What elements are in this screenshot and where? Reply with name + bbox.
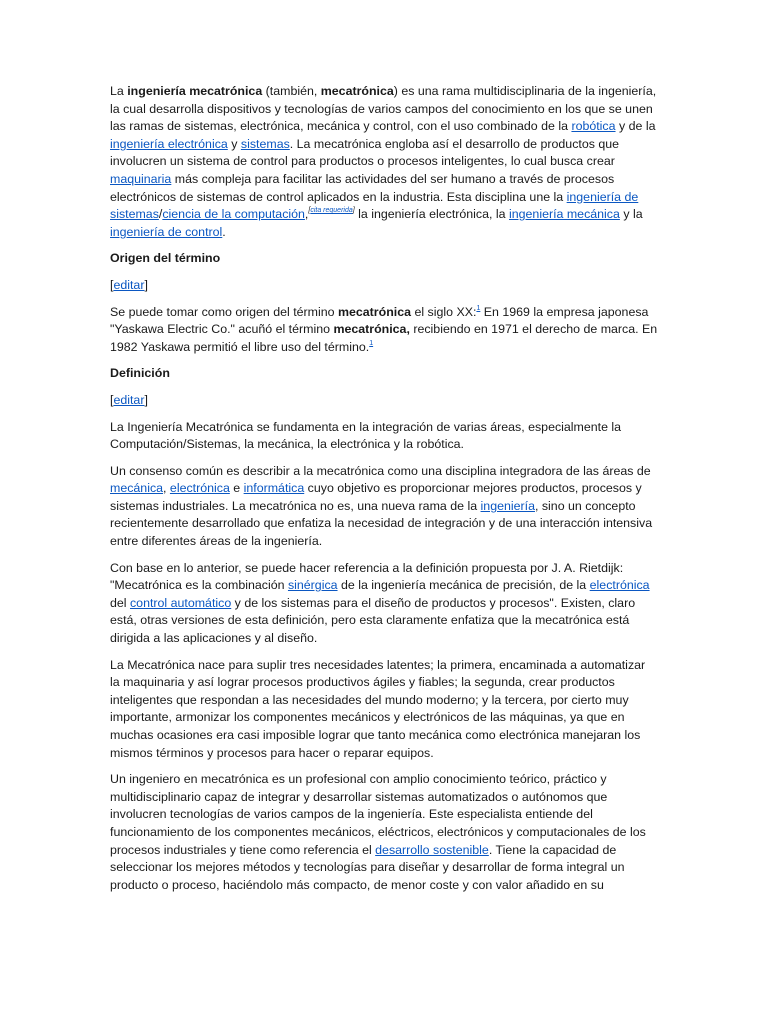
definicion-paragraph-5	[110, 771, 658, 894]
link-cita-requerida[interactable]: cita requerida	[310, 207, 353, 215]
link-informatica[interactable]: informática	[243, 481, 305, 496]
text: La	[110, 84, 128, 98]
text: (también,	[262, 84, 321, 98]
link-ingenieria-de-sistemas[interactable]: ingeniería de sistemas	[110, 189, 639, 222]
link-desarrollo-sostenible[interactable]: desarrollo sostenible	[375, 842, 489, 857]
text: ,	[163, 481, 170, 496]
text: , sino un concepto recientemente desarrollado que enfatiza la necesidad de integración y de una interacción intensiva entre diferentes áreas de la ingeniería.	[110, 498, 653, 549]
definicion-paragraph-4: La Mecatrónica nace para suplir tres necesidades latentes; la primera, encaminada a automatizar la maquinaria y así lograr procesos productivos ágiles y fiables; la segunda, crear productos inteligentes que respondan a las necesidades del mundo moderno; y la tercera, por cierto muy importante, armonizar los componentes mecánicos y electrónicos de las máquinas, ya que en muchas ocasiones era casi imposible lograr que tanto mecánica como electrónica manejaran los mismos términos y procesos para hacer o reparar equipos.	[110, 657, 646, 760]
text: de la ingeniería mecánica de precisión, de la	[337, 578, 590, 593]
bracket: ]	[144, 392, 148, 407]
text: En 1969 la empresa japonesa "Yaskawa Electric Co." acuñó el término	[110, 304, 649, 337]
text: y de la	[615, 119, 656, 134]
link-sistemas[interactable]: sistemas	[240, 136, 290, 151]
bold-term: mecatrónica,	[333, 322, 410, 337]
text: el siglo XX:	[411, 304, 477, 319]
section-heading-definicion: Definición	[110, 366, 170, 381]
text: la ingeniería electrónica, la	[354, 207, 509, 222]
reference-link[interactable]: 1	[369, 339, 374, 347]
section-heading-origen: Origen del término	[110, 251, 221, 266]
edit-section-origen	[110, 277, 658, 295]
link-ingenieria-electronica[interactable]: ingeniería electrónica	[110, 136, 228, 151]
text: recibiendo en 1971 el derecho de marca. En 1982 Yaskawa permitió el libre uso del término.	[110, 322, 658, 354]
bracket: ]	[144, 277, 148, 292]
edit-link-definicion[interactable]: editar	[113, 392, 145, 407]
text: . La mecatrónica engloba así el desarrollo de productos que involucren un sistema de control para productos o procesos inteligentes, lo cual busca crear	[110, 136, 620, 169]
text: ,	[304, 207, 309, 222]
bracket: [	[308, 207, 311, 215]
text: del	[110, 595, 130, 610]
text: Con base en lo anterior, se puede hacer referencia a la definición propuesta por J. A. Rietdijk: "Mecatrónica es la combinación	[110, 560, 624, 593]
text: Se puede tomar como origen del término	[110, 304, 338, 319]
bracket: ]	[352, 207, 355, 215]
text: más compleja para facilitar las actividades del ser humano a través de procesos electrónicos de sistemas de control aplicados en la industria. Esta disciplina une la	[110, 171, 615, 204]
link-ingenieria[interactable]: ingeniería	[480, 498, 535, 513]
link-robotica[interactable]: robótica	[571, 119, 616, 134]
text: ) es una rama multidisciplinaria de la ingeniería, la cual desarrolla dispositivos y tecnologías de varios campos del conocimiento en los que se unen las ramas de sistemas, electrónica, mecánica y control, con el uso combinado de la	[110, 84, 657, 134]
bracket: [	[110, 392, 114, 407]
edit-section-definicion	[110, 392, 658, 410]
link-ciencia-de-la-computacion[interactable]: ciencia de la computación	[162, 207, 305, 222]
bold-term: ingeniería mecatrónica	[127, 84, 263, 98]
intro-paragraph	[110, 83, 658, 241]
bold-term: mecatrónica	[337, 304, 411, 319]
definicion-paragraph-3	[110, 560, 658, 648]
link-maquinaria[interactable]: maquinaria	[110, 171, 172, 186]
link-sinergica[interactable]: sinérgica	[287, 578, 338, 593]
text: cuyo objetivo es proporcionar mejores productos, procesos y sistemas industriales. La mecatrónica no es, una nueva rama de la	[110, 481, 642, 513]
text: e	[229, 481, 244, 496]
link-control-automatico[interactable]: control automático	[129, 595, 232, 610]
link-electronica[interactable]: electrónica	[169, 481, 230, 496]
text: y la	[619, 207, 643, 222]
link-mecanica[interactable]: mecánica	[110, 481, 164, 496]
link-ingenieria-de-control[interactable]: ingeniería de control	[110, 224, 223, 239]
text: Un consenso común es describir a la mecatrónica como una disciplina integradora de las áreas de	[110, 463, 651, 478]
text: y	[227, 136, 241, 151]
bracket: [	[110, 277, 114, 292]
reference-link[interactable]: 1	[476, 304, 481, 312]
link-ingenieria-mecanica[interactable]: ingeniería mecánica	[509, 207, 620, 222]
text: Un ingeniero en mecatrónica es un profesional con amplio conocimiento teórico, práctico y multidisciplinario capaz de integrar y desarrollar sistemas automatizados o autónomos que involucren tecnologías de varios campos de la ingeniería. Este especialista entiende del funcionamiento de los componentes mecánicos, eléctricos, electrónicos y computacionales de los procesos industriales y tiene como referencia el	[110, 772, 646, 857]
origen-paragraph	[110, 304, 658, 357]
text: .	[222, 224, 226, 239]
text: . Tiene la capacidad de seleccionar los mejores métodos y tecnologías para diseñar y desarrollar de forma integral un producto o proceso, haciéndolo más compacto, de menor coste y con valor añadido en su	[110, 842, 625, 892]
text: y de los sistemas para el diseño de productos y procesos". Existen, claro está, otras versiones de esta definición, pero esta claramente enfatiza que la mecatrónica está dirigida a las aplicaciones y al diseño.	[110, 595, 636, 646]
definicion-paragraph-2	[110, 463, 658, 551]
bold-term: mecatrónica	[320, 84, 394, 98]
reference-2[interactable]	[369, 340, 373, 347]
definicion-paragraph-1: La Ingeniería Mecatrónica se fundamenta en la integración de varias áreas, especialmente la Computación/Sistemas, la mecánica, la electrónica y la robótica.	[110, 419, 622, 452]
citation-needed	[308, 207, 354, 214]
article-body	[110, 83, 658, 903]
edit-link-origen[interactable]: editar	[113, 277, 145, 292]
link-electronica-2[interactable]: electrónica	[589, 578, 650, 593]
text: /	[158, 207, 163, 222]
